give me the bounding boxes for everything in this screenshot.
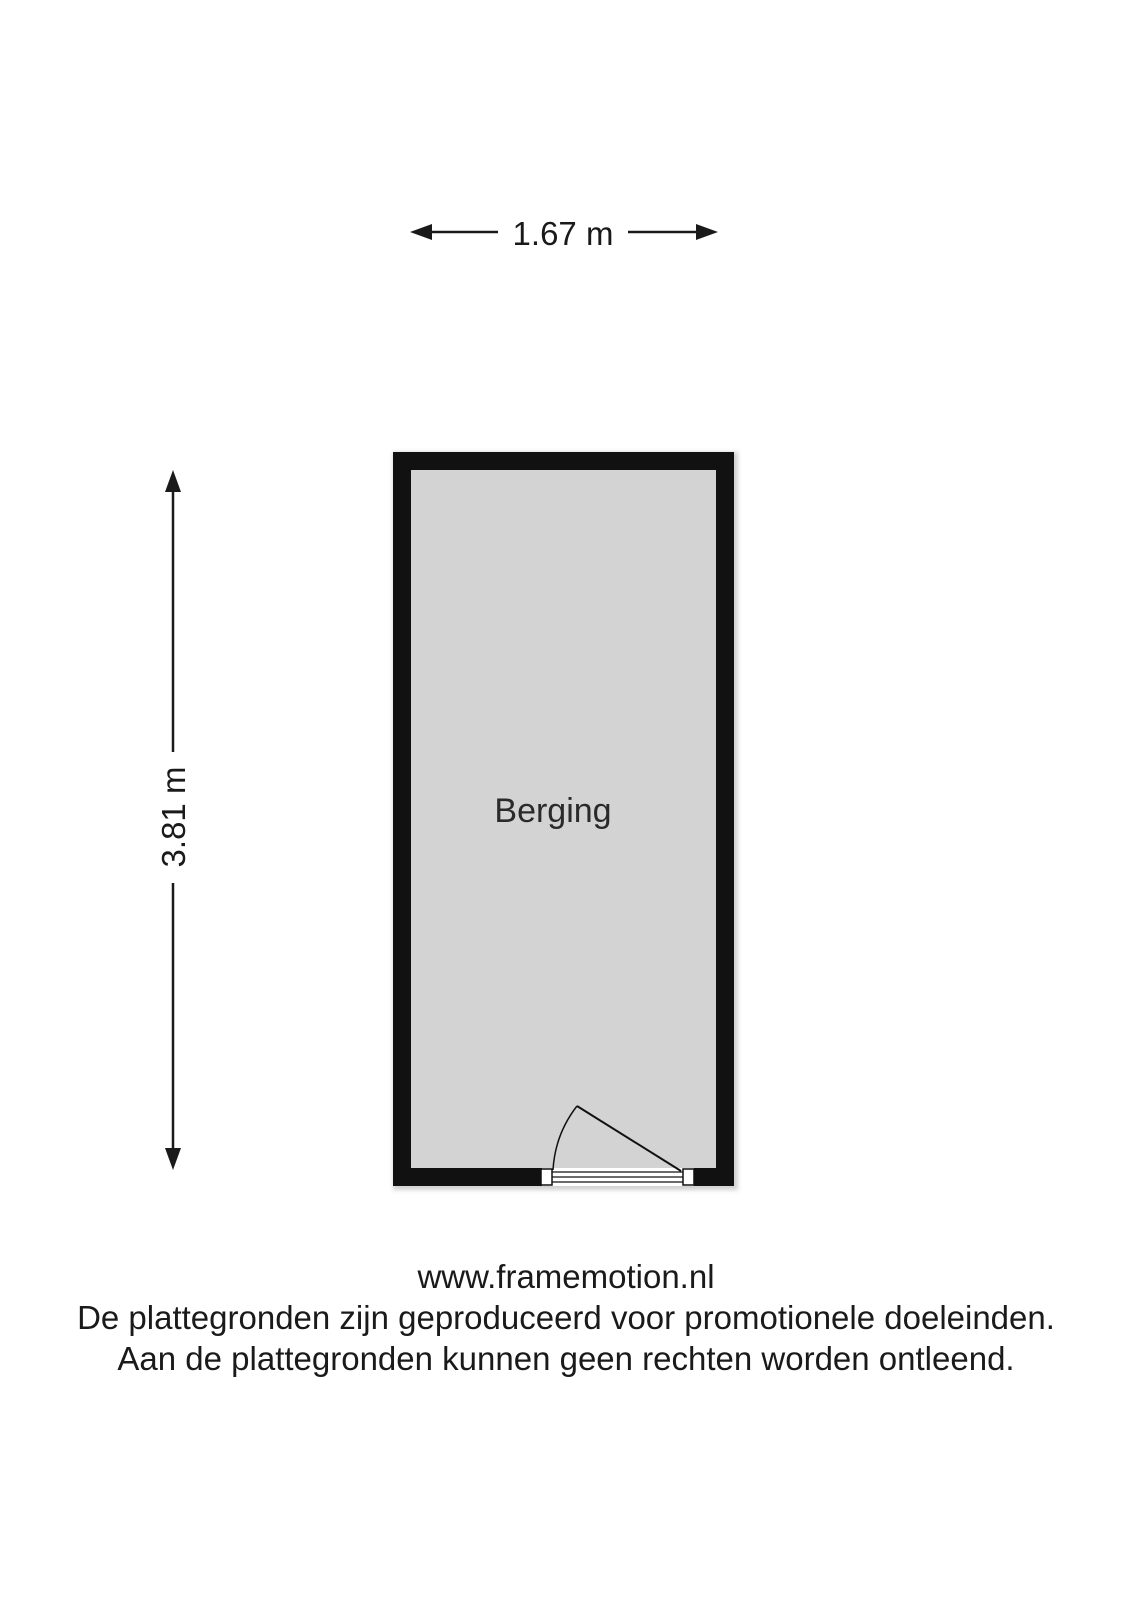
website-link[interactable]: www.framemotion.nl [417,1258,715,1295]
height-dimension [155,470,192,1170]
height-arrow-bottom-icon [165,1148,181,1170]
width-arrow-left-icon [410,224,432,240]
room-label: Berging [494,792,612,830]
width-dimension [410,215,718,252]
height-dimension-label: 3.81 m [155,766,192,868]
door-jamb-right [683,1169,694,1185]
door-jamb-left [541,1169,552,1185]
footer [0,1256,1132,1379]
width-dimension-label: 1.67 m [512,215,614,252]
room-berging [393,452,738,1190]
disclaimer-line-2: Aan de plattegronden kunnen geen rechten worden ontleend. [117,1340,1015,1377]
height-arrow-top-icon [165,470,181,492]
width-arrow-right-icon [696,224,718,240]
disclaimer-line-1: De plattegronden zijn geproduceerd voor promotionele doeleinden. [77,1299,1055,1336]
